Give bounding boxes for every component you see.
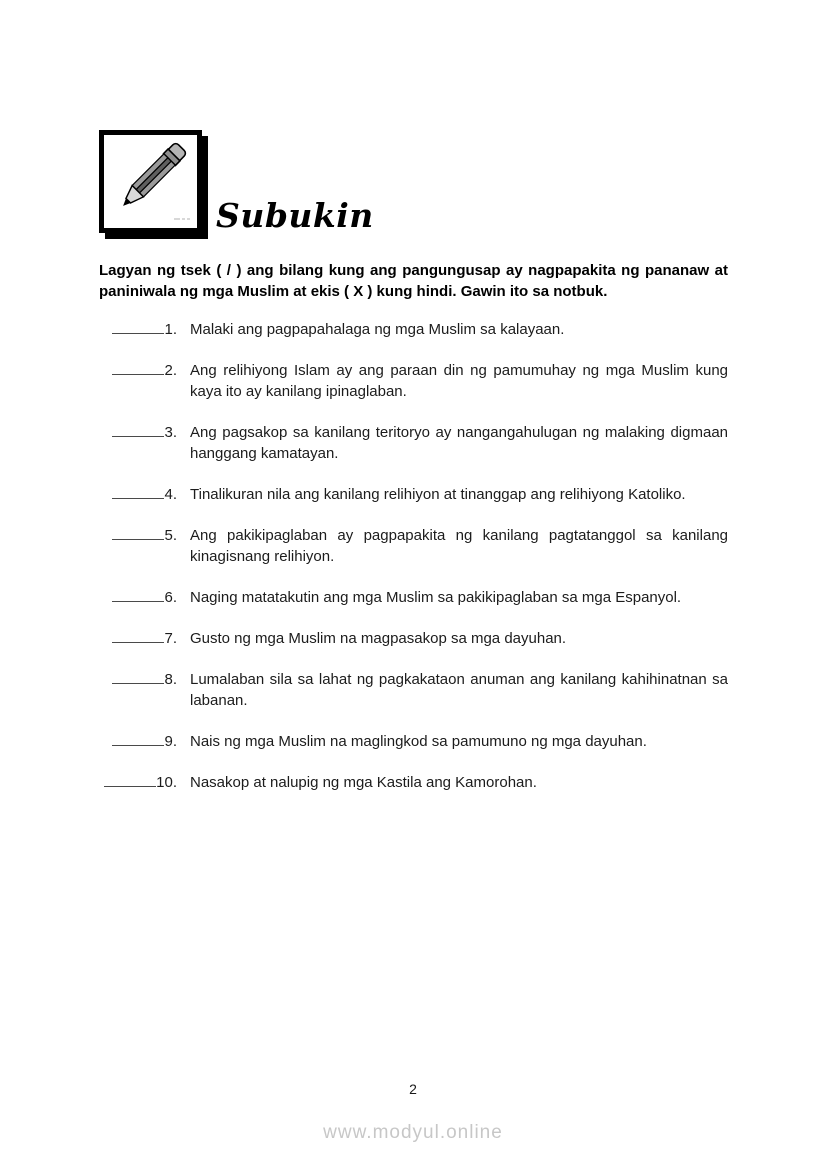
quiz-item-text: Ang pakikipaglaban ay pagpapakita ng kanilang pagtatanggol sa kanilang kinagisnang relihiyon.	[190, 527, 728, 565]
quiz-item-number: 2.	[164, 362, 177, 379]
answer-blank[interactable]	[112, 629, 164, 643]
quiz-item-row	[99, 360, 728, 402]
quiz-item-row	[99, 587, 728, 608]
quiz-item-marker	[99, 731, 177, 752]
quiz-item-row	[99, 484, 728, 505]
quiz-item-row	[99, 525, 728, 567]
quiz-item-marker	[99, 422, 177, 443]
quiz-item-number: 6.	[164, 589, 177, 606]
quiz-item-text: Naging matatakutin ang mga Muslim sa pakikipaglaban sa mga Espanyol.	[190, 589, 682, 606]
quiz-item-number: 1.	[164, 321, 177, 338]
quiz-item-number: 3.	[164, 424, 177, 441]
quiz-item-marker	[99, 587, 177, 608]
answer-blank[interactable]	[112, 670, 164, 684]
page-content	[99, 130, 728, 813]
quiz-item-text: Nais ng mga Muslim na maglingkod sa pamumuno ng mga dayuhan.	[190, 733, 647, 750]
quiz-item-text: Tinalikuran nila ang kanilang relihiyon at tinanggap ang relihiyong Katoliko.	[190, 486, 686, 503]
watermark-text: www.modyul.online	[323, 1122, 503, 1143]
quiz-item-text: Lumalaban sila sa lahat ng pagkakataon anuman ang kanilang kahihinatnan sa labanan.	[190, 671, 728, 709]
quiz-item-number: 4.	[164, 486, 177, 503]
quiz-list	[99, 319, 728, 793]
answer-blank[interactable]	[112, 526, 164, 540]
quiz-item-marker	[99, 669, 177, 690]
answer-blank[interactable]	[112, 423, 164, 437]
quiz-item-marker	[99, 484, 177, 505]
quiz-item-number: 10.	[156, 774, 177, 791]
quiz-item-row	[99, 628, 728, 649]
answer-blank[interactable]	[104, 773, 156, 787]
quiz-item-text: Gusto ng mga Muslim na magpasakop sa mga dayuhan.	[190, 630, 567, 647]
answer-blank[interactable]	[112, 485, 164, 499]
answer-blank[interactable]	[112, 320, 164, 334]
quiz-item-marker	[99, 525, 177, 546]
quiz-item-number: 8.	[164, 671, 177, 688]
quiz-item-row	[99, 772, 728, 793]
quiz-item-marker	[99, 360, 177, 381]
quiz-item-row	[99, 422, 728, 464]
page-number: 2	[409, 1081, 417, 1097]
quiz-item-number: 9.	[164, 733, 177, 750]
quiz-item-text: Ang relihiyong Islam ay ang paraan din ng pamumuhay ng mga Muslim kung kaya ito ay kanilang ipinaglaban.	[190, 362, 728, 400]
quiz-item-row	[99, 669, 728, 711]
answer-blank[interactable]	[112, 588, 164, 602]
pencil-icon-box	[99, 130, 202, 233]
quiz-item-text: Malaki ang pagpapahalaga ng mga Muslim sa kalayaan.	[190, 321, 565, 338]
quiz-item-row	[99, 731, 728, 752]
section-header	[99, 130, 728, 233]
answer-blank[interactable]	[112, 732, 164, 746]
answer-blank[interactable]	[112, 361, 164, 375]
quiz-item-number: 5.	[164, 527, 177, 544]
quiz-item-marker	[99, 319, 177, 340]
quiz-item-marker	[99, 628, 177, 649]
quiz-item-number: 7.	[164, 630, 177, 647]
section-title: Subukin	[216, 196, 374, 235]
pencil-icon	[104, 135, 197, 228]
quiz-item-marker	[99, 772, 177, 793]
instructions-text: Lagyan ng tsek ( / ) ang bilang kung ang pangungusap ay nagpapakita ng pananaw at paniniwala ng mga Muslim at ekis ( X ) kung hindi. Gawin ito sa notbuk.	[99, 262, 728, 300]
quiz-item-text: Nasakop at nalupig ng mga Kastila ang Kamorohan.	[190, 774, 537, 791]
quiz-item-text: Ang pagsakop sa kanilang teritoryo ay nangangahulugan ng malaking digmaan hanggang kamatayan.	[190, 424, 728, 462]
quiz-item-row	[99, 319, 728, 340]
